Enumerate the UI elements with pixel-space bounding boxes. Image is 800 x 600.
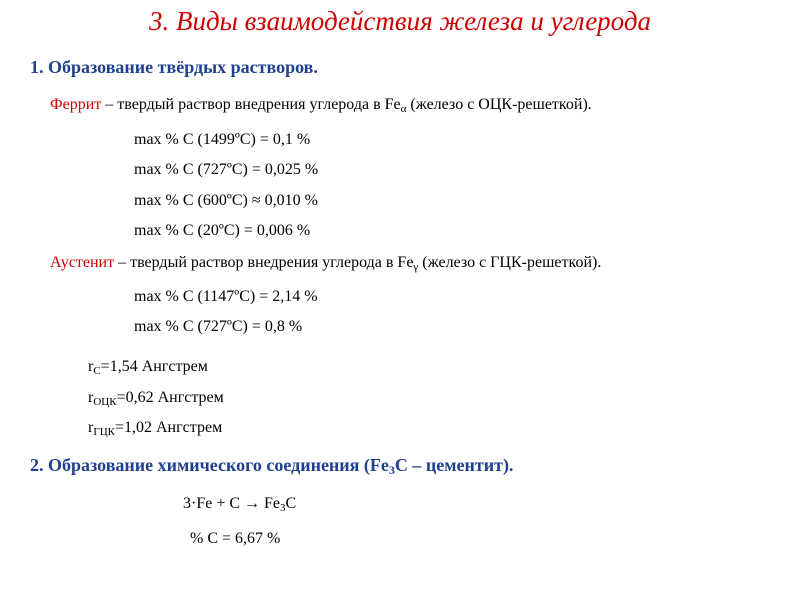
ferrite-definition bbox=[50, 96, 592, 114]
ferrite-term: Феррит bbox=[50, 96, 102, 113]
reaction-text: 3·Fe + C → Fe bbox=[183, 495, 281, 512]
section-2-heading-text-end: С – цементит). bbox=[394, 455, 514, 475]
section-2-heading-sub: 3 bbox=[388, 463, 395, 477]
reaction-text-end: C bbox=[285, 495, 297, 512]
austenite-term: Аустенит bbox=[50, 254, 115, 271]
cementite-percent: % С = 6,67 % bbox=[190, 530, 281, 547]
austenite-value-1147: max % С (1147ºС) = 2,14 % bbox=[134, 288, 318, 305]
ferrite-value-1499: max % С (1499ºС) = 0,1 % bbox=[134, 131, 311, 148]
cementite-reaction bbox=[183, 495, 296, 513]
radius-sub: ГЦК bbox=[93, 426, 115, 438]
austenite-text-end: (железо с ГЦК-решеткой). bbox=[418, 254, 602, 271]
reaction-sub: 3 bbox=[280, 502, 286, 514]
radius-symbol: r bbox=[88, 419, 94, 436]
radius-carbon bbox=[88, 358, 208, 376]
section-1-heading: 1. Образование твёрдых растворов. bbox=[30, 57, 318, 77]
radius-value: =0,62 Ангстрем bbox=[116, 389, 224, 406]
austenite-gamma-sub: γ bbox=[413, 261, 419, 273]
austenite-definition bbox=[50, 254, 601, 272]
slide-title: 3. Виды взаимодействия железа и углерода bbox=[148, 6, 651, 36]
radius-bcc bbox=[88, 389, 224, 407]
radius-symbol: r bbox=[88, 389, 94, 406]
radius-symbol: r bbox=[88, 358, 94, 375]
radius-sub: С bbox=[93, 365, 101, 377]
ferrite-value-727: max % С (727ºС) = 0,025 % bbox=[134, 161, 319, 178]
section-2-heading-text: 2. Образование химического соединения (Fe bbox=[30, 455, 389, 475]
ferrite-alpha-sub: α bbox=[400, 103, 407, 115]
section-2-heading bbox=[30, 455, 513, 476]
austenite-value-727: max % С (727ºС) = 0,8 % bbox=[134, 318, 303, 335]
radius-fcc bbox=[88, 419, 222, 437]
ferrite-value-20: max % С (20ºС) = 0,006 % bbox=[134, 222, 311, 239]
ferrite-value-600: max % С (600ºС) ≈ 0,010 % bbox=[134, 192, 318, 209]
radius-value: =1,02 Ангстрем bbox=[114, 419, 223, 436]
austenite-text: – твердый раствор внедрения углерода в Fe bbox=[114, 254, 414, 271]
radius-sub: ОЦК bbox=[93, 396, 117, 408]
radius-value: =1,54 Ангстрем bbox=[100, 358, 208, 375]
ferrite-text: – твердый раствор внедрения углерода в Fe bbox=[101, 96, 401, 113]
ferrite-text-end: (железо с ОЦК-решеткой). bbox=[406, 96, 592, 113]
